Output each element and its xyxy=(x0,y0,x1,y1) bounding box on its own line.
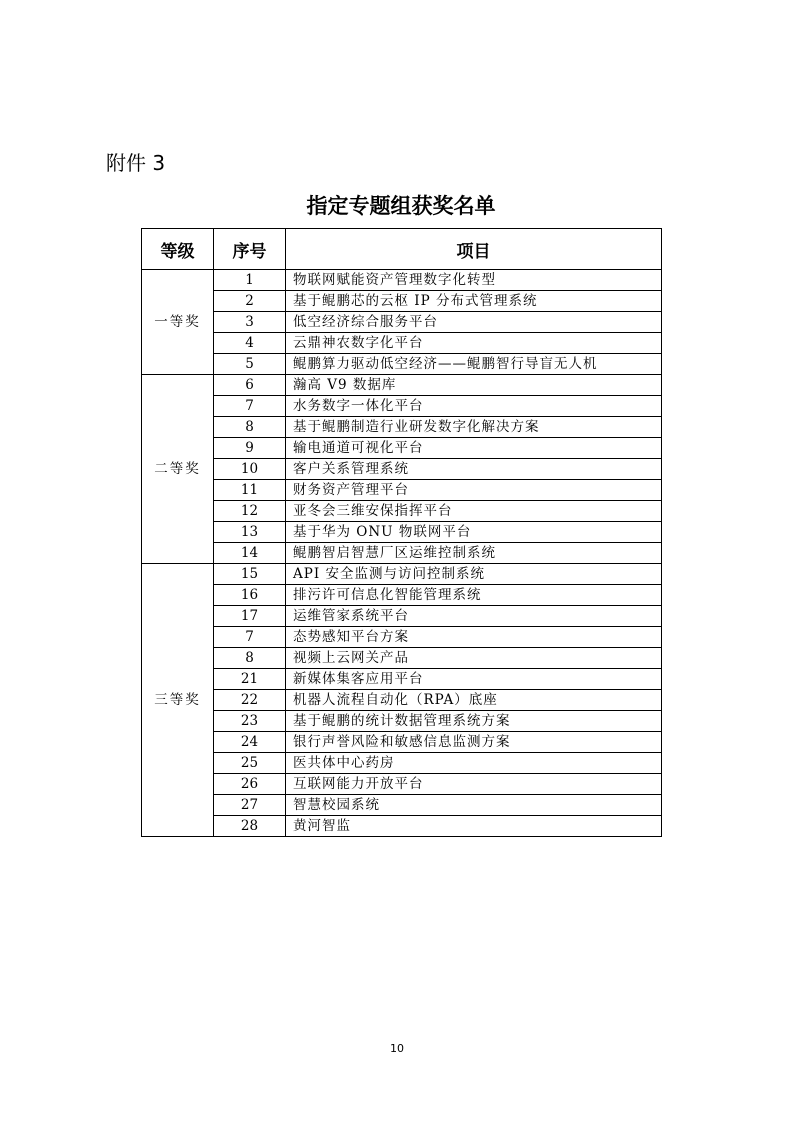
project-name-cell: 水务数字一体化平台 xyxy=(286,396,662,417)
document-title: 指定专题组获奖名单 xyxy=(306,194,496,218)
project-name-cell: 客户关系管理系统 xyxy=(286,459,662,480)
table-row xyxy=(142,795,662,816)
serial-number-cell: 7 xyxy=(214,627,286,648)
table-row xyxy=(142,732,662,753)
project-name-cell: 财务资产管理平台 xyxy=(286,480,662,501)
project-name-cell: 视频上云网关产品 xyxy=(286,648,662,669)
table-row xyxy=(142,291,662,312)
serial-number-cell: 7 xyxy=(214,396,286,417)
serial-number-cell: 23 xyxy=(214,711,286,732)
serial-number-cell: 1 xyxy=(214,270,286,291)
table-row xyxy=(142,585,662,606)
table-row xyxy=(142,543,662,564)
project-name-cell: 基于鲲鹏制造行业研发数字化解决方案 xyxy=(286,417,662,438)
serial-number-cell: 16 xyxy=(214,585,286,606)
award-level-cell: 三等奖 xyxy=(142,564,214,837)
serial-number-cell: 26 xyxy=(214,774,286,795)
serial-number-cell: 22 xyxy=(214,690,286,711)
table-row xyxy=(142,711,662,732)
header-level: 等级 xyxy=(142,229,214,270)
serial-number-cell: 6 xyxy=(214,375,286,396)
award-level-cell: 一等奖 xyxy=(142,270,214,375)
table-row xyxy=(142,438,662,459)
table-body xyxy=(142,270,662,837)
serial-number-cell: 21 xyxy=(214,669,286,690)
project-name-cell: 智慧校园系统 xyxy=(286,795,662,816)
table-row xyxy=(142,564,662,585)
award-table xyxy=(141,228,662,837)
table-row xyxy=(142,648,662,669)
table-row xyxy=(142,690,662,711)
serial-number-cell: 11 xyxy=(214,480,286,501)
serial-number-cell: 24 xyxy=(214,732,286,753)
project-name-cell: 物联网赋能资产管理数字化转型 xyxy=(286,270,662,291)
table-row xyxy=(142,522,662,543)
project-name-cell: 新媒体集客应用平台 xyxy=(286,669,662,690)
header-project: 项目 xyxy=(286,229,662,270)
serial-number-cell: 9 xyxy=(214,438,286,459)
project-name-cell: 云鼎神农数字化平台 xyxy=(286,333,662,354)
project-name-cell: 医共体中心药房 xyxy=(286,753,662,774)
serial-number-cell: 8 xyxy=(214,417,286,438)
project-name-cell: 低空经济综合服务平台 xyxy=(286,312,662,333)
serial-number-cell: 12 xyxy=(214,501,286,522)
serial-number-cell: 5 xyxy=(214,354,286,375)
project-name-cell: 基于鲲鹏的统计数据管理系统方案 xyxy=(286,711,662,732)
header-serial: 序号 xyxy=(214,229,286,270)
table-row xyxy=(142,270,662,291)
serial-number-cell: 27 xyxy=(214,795,286,816)
table-row xyxy=(142,333,662,354)
table-row xyxy=(142,501,662,522)
table-row xyxy=(142,669,662,690)
project-name-cell: 鲲鹏智启智慧厂区运维控制系统 xyxy=(286,543,662,564)
serial-number-cell: 4 xyxy=(214,333,286,354)
header-row xyxy=(142,229,662,270)
project-name-cell: 互联网能力开放平台 xyxy=(286,774,662,795)
project-name-cell: 态势感知平台方案 xyxy=(286,627,662,648)
table-row xyxy=(142,816,662,837)
serial-number-cell: 14 xyxy=(214,543,286,564)
project-name-cell: 机器人流程自动化（RPA）底座 xyxy=(286,690,662,711)
table-row xyxy=(142,606,662,627)
serial-number-cell: 2 xyxy=(214,291,286,312)
project-name-cell: 基于华为 ONU 物联网平台 xyxy=(286,522,662,543)
serial-number-cell: 8 xyxy=(214,648,286,669)
project-name-cell: API 安全监测与访问控制系统 xyxy=(286,564,662,585)
serial-number-cell: 25 xyxy=(214,753,286,774)
table-row xyxy=(142,627,662,648)
table-row xyxy=(142,354,662,375)
table-row xyxy=(142,459,662,480)
serial-number-cell: 17 xyxy=(214,606,286,627)
table-row xyxy=(142,396,662,417)
project-name-cell: 亚冬会三维安保指挥平台 xyxy=(286,501,662,522)
award-level-cell: 二等奖 xyxy=(142,375,214,564)
serial-number-cell: 28 xyxy=(214,816,286,837)
serial-number-cell: 13 xyxy=(214,522,286,543)
project-name-cell: 排污许可信息化智能管理系统 xyxy=(286,585,662,606)
table-row xyxy=(142,480,662,501)
attachment-label: 附件 3 xyxy=(106,151,166,175)
project-name-cell: 基于鲲鹏芯的云枢 IP 分布式管理系统 xyxy=(286,291,662,312)
project-name-cell: 输电通道可视化平台 xyxy=(286,438,662,459)
table-row xyxy=(142,774,662,795)
table-row xyxy=(142,417,662,438)
table-row xyxy=(142,753,662,774)
page-number: 10 xyxy=(390,1042,404,1055)
project-name-cell: 鲲鹏算力驱动低空经济——鲲鹏智行导盲无人机 xyxy=(286,354,662,375)
serial-number-cell: 15 xyxy=(214,564,286,585)
serial-number-cell: 10 xyxy=(214,459,286,480)
table-row xyxy=(142,375,662,396)
project-name-cell: 瀚高 V9 数据库 xyxy=(286,375,662,396)
project-name-cell: 运维管家系统平台 xyxy=(286,606,662,627)
project-name-cell: 银行声誉风险和敏感信息监测方案 xyxy=(286,732,662,753)
table-header xyxy=(142,229,662,270)
project-name-cell: 黄河智监 xyxy=(286,816,662,837)
serial-number-cell: 3 xyxy=(214,312,286,333)
table-row xyxy=(142,312,662,333)
